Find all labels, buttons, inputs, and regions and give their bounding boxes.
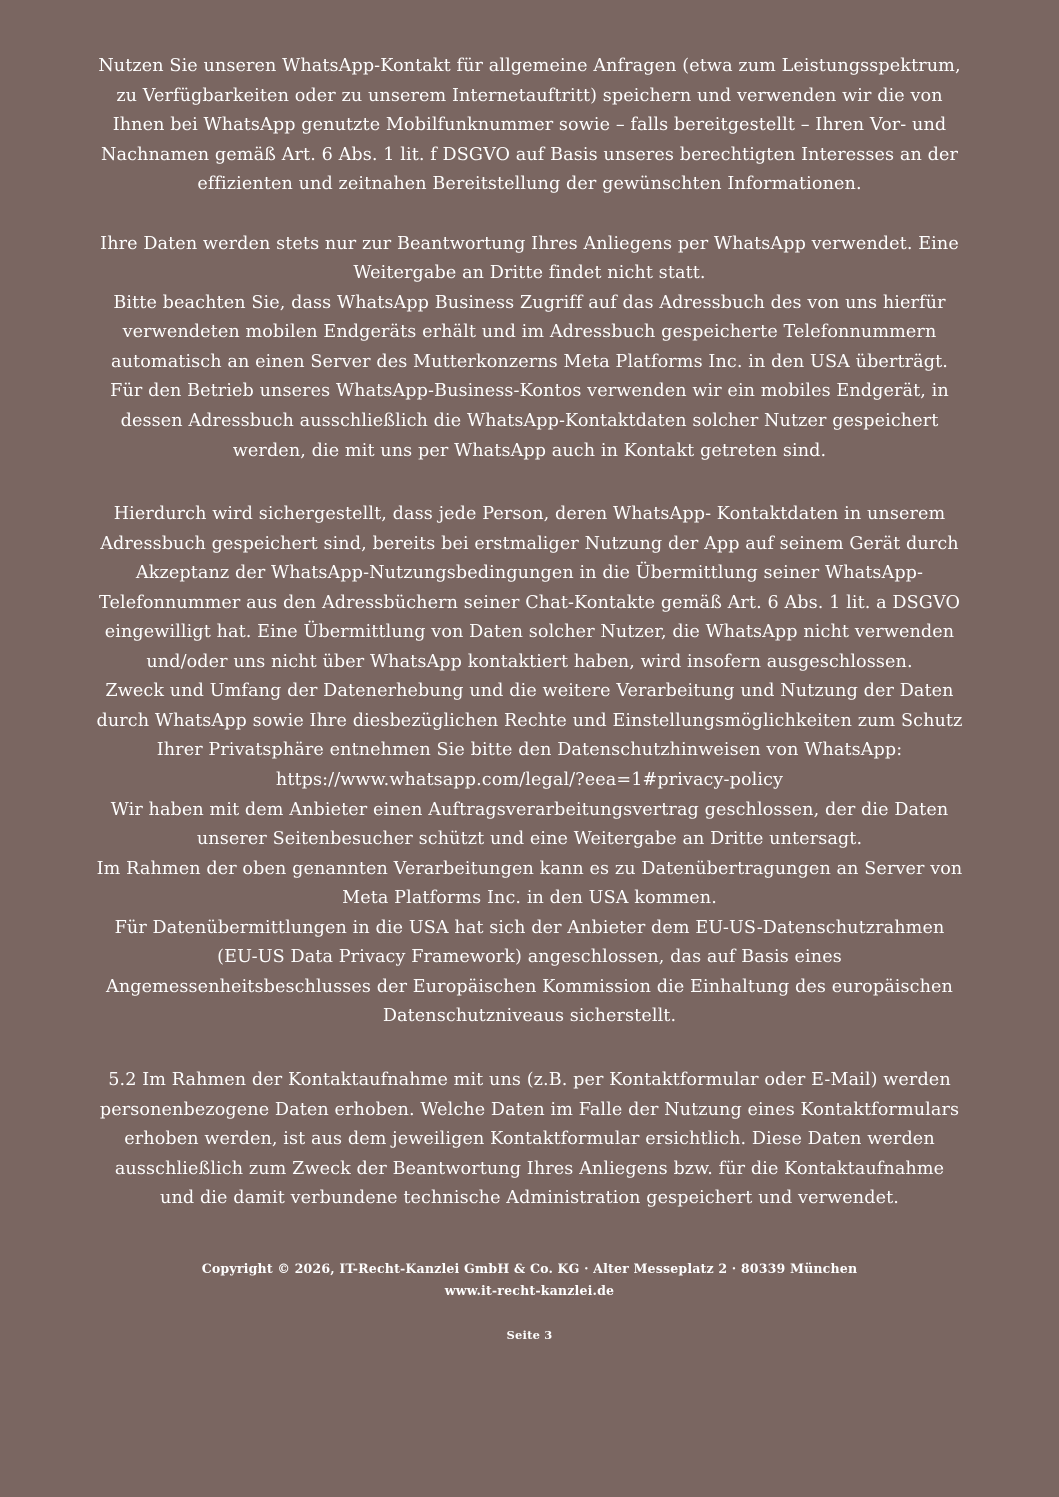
paragraph-whatsapp-contact-purpose: Nutzen Sie unseren WhatsApp-Kontakt für allgemeine Anfragen (etwa zum Leistungsspektrum, zu Verfügbarkeiten oder zu unserem Internetauftritt) speichern und verwenden wir die von Ihnen bei WhatsApp genutzte Mobilfunknummer sowie – falls bereitgestellt – Ihren Vor- und Nachnamen gemäß Art. 6 Abs. 1 lit. f DSGVO auf Basis unseres berechtigten Interesses an der effizienten und zeitnahen Bereitstellung der gewünschten Informationen. [98,56,961,195]
paragraph-section-5-2-contact: 5.2 Im Rahmen der Kontaktaufnahme mit uns (z.B. per Kontaktformular oder E-Mail) werden personenbezogene Daten erhoben. Welche Daten im Falle der Nutzung eines Kontaktformulars erhoben werden, ist aus dem jeweiligen Kontaktformular ersichtlich. Diese Daten werden ausschließlich zum Zweck der Beantwortung Ihres Anliegens bzw. für die Kontaktaufnahme und die damit verbundene technische Administration gespeichert und verwendet. [99,1069,960,1209]
footer-page-number: Seite 3 [506,1327,553,1342]
paragraph-processing-agreement: Wir haben mit dem Anbieter einen Auftragsverarbeitungsvertrag geschlossen, der die Daten unserer Seitenbesucher schützt und eine Weitergabe an Dritte untersagt. [110,799,949,850]
footer-copyright: Copyright © 2026, IT-Recht-Kanzlei GmbH & Co. KG · Alter Messeplatz 2 · 80339 München [201,1260,858,1276]
footer-website: www.it-recht-kanzlei.de [444,1282,615,1298]
paragraph-usa-transfer: Im Rahmen der oben genannten Verarbeitungen kann es zu Datenübertragungen an Server von Meta Platforms Inc. in den USA kommen. [96,858,963,909]
paragraph-spacer [96,200,963,230]
paragraph-spacer [96,466,963,500]
paragraph-spacer [96,1032,963,1066]
paragraph-data-use-no-third-party: Ihre Daten werden stets nur zur Beantwortung Ihres Anliegens per WhatsApp verwendet. Eine Weitergabe an Dritte findet nicht statt. [100,233,959,284]
paragraph-whatsapp-business-address-book: Bitte beachten Sie, dass WhatsApp Business Zugriff auf das Adressbuch des von uns hierfür verwendeten mobilen Endgeräts erhält und im Adressbuch gespeicherte Telefonnummern automatisch an einen Server des Mutterkonzerns Meta Platforms Inc. in den USA überträgt. Für den Betrieb unseres WhatsApp-Business-Kontos verwenden wir ein mobiles Endgerät, in dessen Adressbuch ausschließlich die WhatsApp-Kontaktdaten solcher Nutzer gespeichert werden, die mit uns per WhatsApp auch in Kontakt getreten sind. [110,292,949,461]
paragraph-privacy-policy-reference: Zweck und Umfang der Datenerhebung und die weitere Verarbeitung und Nutzung der Daten durch WhatsApp sowie Ihre diesbezüglichen Rechte und Einstellungsmöglichkeiten zum Schutz Ihrer Privatsphäre entnehmen Sie bitte den Datenschutzhinweisen von WhatsApp: https://www.whatsapp.com/legal/?eea=1#privacy-policy [96,681,963,791]
paragraph-eu-us-framework: Für Datenübermittlungen in die USA hat sich der Anbieter dem EU-US-Datenschutzrahmen (EU-US Data Privacy Framework) angeschlossen, das auf Basis eines Angemessenheitsbeschlusses der Europäischen Kommission die Einhaltung des europäischen Datenschutzniveaus sicherstellt. [106,917,953,1027]
page-footer [96,1258,963,1342]
document-content [96,52,963,1342]
paragraph-consent-assurance: Hierdurch wird sichergestellt, dass jede Person, deren WhatsApp- Kontaktdaten in unserem Adressbuch gespeichert sind, bereits bei erstmaliger Nutzung der App auf seinem Gerät durch Akzeptanz der WhatsApp-Nutzungsbedingungen in die Übermittlung seiner WhatsApp-Telefonnummer aus den Adressbüchern seiner Chat-Kontakte gemäß Art. 6 Abs. 1 lit. a DSGVO eingewilligt hat. Eine Übermittlung von Daten solcher Nutzer, die WhatsApp nicht verwenden und/oder uns nicht über WhatsApp kontaktiert haben, wird insofern ausgeschlossen. [99,504,960,672]
